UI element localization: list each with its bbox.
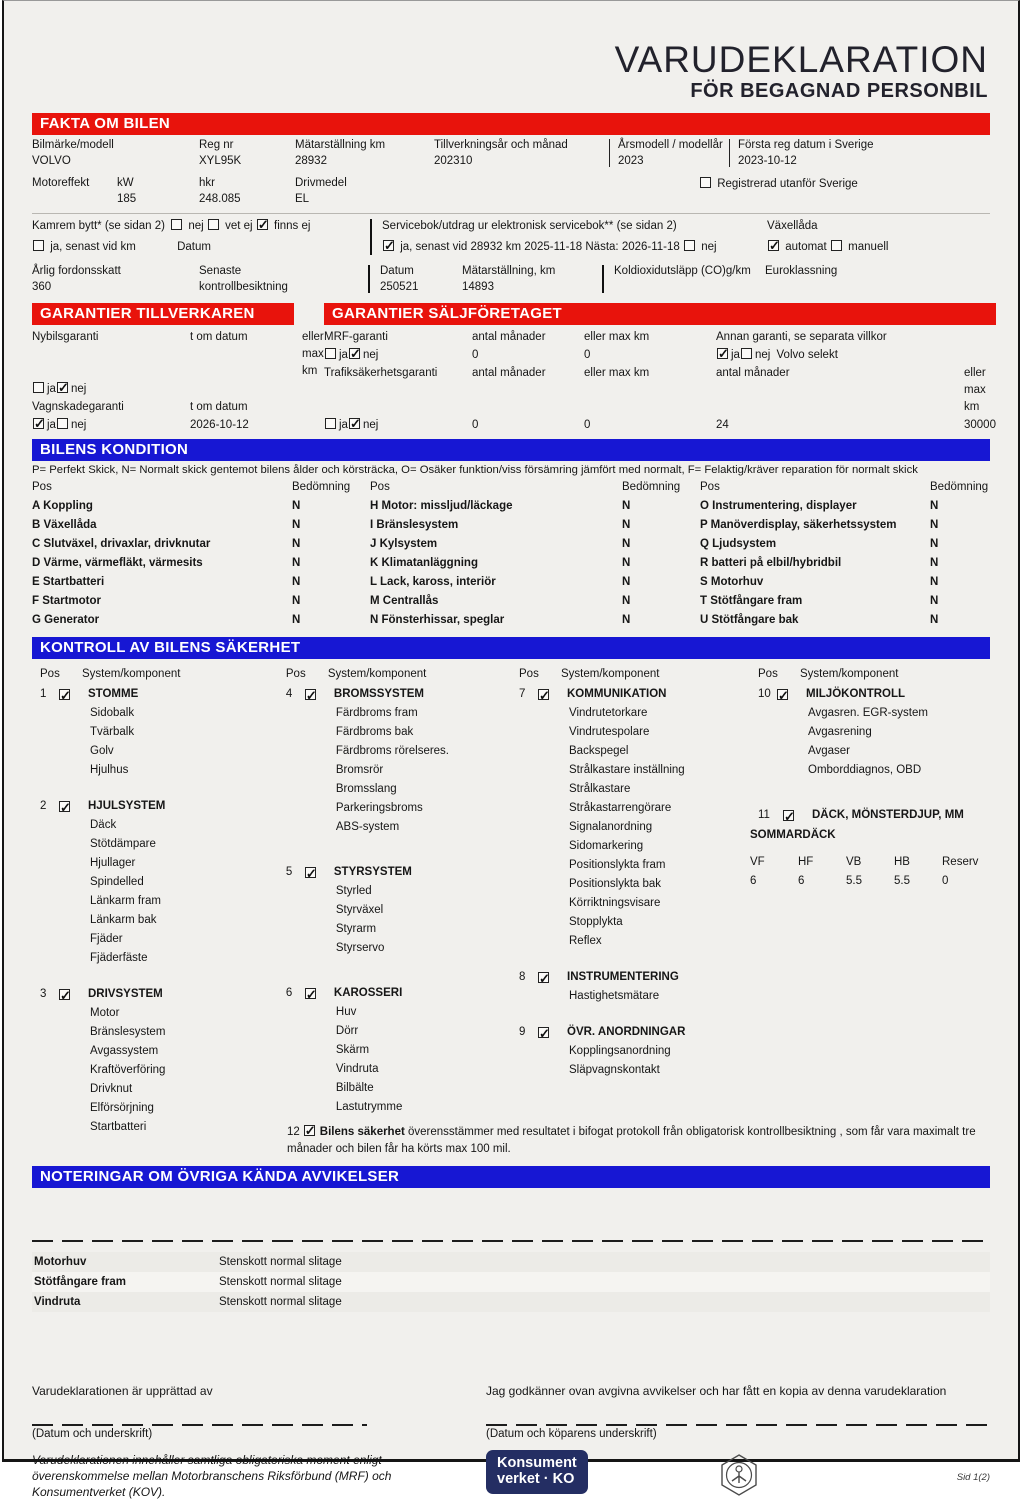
safety-group-miljokontroll [750, 685, 990, 780]
note-row: Motorhuv Stenskott normal slitage [32, 1252, 990, 1272]
legal-text: Varudeklarationen innehåller samtliga obligatoriska moment enligt överenskommelse mellan Motorbranschens Riksförbund (MRF) och Konsumentverket (KOV). [32, 1453, 392, 1500]
mrf-maxkm-label: eller max km [584, 331, 650, 344]
safety-group-styrsystem [278, 863, 511, 958]
firstreg-value: 2023-10-12 [738, 155, 797, 167]
pos-header: Pos [32, 481, 52, 494]
component-item: Strålkastare [569, 783, 631, 796]
mrf-emblem-icon [716, 1452, 762, 1503]
kamrem-finnsej-label: finns ej [274, 220, 311, 232]
component-item: Fjäder [90, 933, 123, 946]
group-number: 5 [285, 866, 293, 879]
group-number: 6 [285, 987, 293, 1000]
component-item: Färdbroms fram [335, 707, 418, 720]
component-item: Parkeringsbroms [335, 802, 423, 815]
component-item: Sidobalk [90, 707, 135, 720]
inspection-date-label: Datum [380, 265, 414, 278]
group-title: HJULSYSTEM [88, 800, 166, 813]
document-title: VARUDEKLARATION [614, 39, 988, 80]
group-number: 2 [40, 800, 47, 813]
odometer-value: 28932 [295, 155, 327, 167]
vagnskade-ja-checkbox[interactable] [33, 418, 44, 429]
condition-row: I Bränslesystem N [370, 519, 631, 532]
group-title: KAROSSERI [333, 987, 403, 1000]
reg-abroad-field [699, 177, 858, 193]
section-header-facts: FAKTA OM BILEN [32, 113, 990, 135]
condition-row: A Koppling N [32, 500, 301, 513]
component-item: Reflex [569, 935, 602, 948]
trafik-label: Trafiksäkerhetsgaranti [324, 367, 438, 380]
condition-row: K Klimatanläggning N [370, 557, 631, 570]
condition-rows [370, 497, 700, 630]
facts-row-4 [32, 261, 990, 299]
tax-label: Årlig fordonsskatt [32, 265, 121, 278]
document-subtitle: FÖR BEGAGNAD PERSONBIL [690, 80, 988, 102]
pos-header: Pos [370, 481, 390, 494]
pos-header: Pos [285, 668, 306, 681]
safety-group-bromssystem [278, 685, 511, 837]
ja-label: ja [339, 349, 348, 362]
kw-value: 185 [117, 193, 137, 205]
kamrem-finnsej-checkbox[interactable] [257, 219, 268, 230]
hp-label: hkr [199, 177, 215, 189]
component-item: Färdbroms rörelseres. [335, 745, 450, 758]
condition-row: N Fönsterhissar, speglar N [370, 614, 631, 627]
fuel-label: Drivmedel [295, 177, 347, 189]
nej-label: nej [362, 349, 379, 362]
group-number: 11 [758, 809, 770, 822]
prepared-by-label: Varudeklarationen är upprättad av [32, 1384, 213, 1399]
condition-row: F Startmotor N [32, 595, 301, 608]
group-number: 8 [519, 971, 526, 984]
mrf-ja-checkbox[interactable] [325, 348, 336, 359]
component-item: Elförsörjning [90, 1102, 154, 1115]
component-item: Släpvagnskontakt [569, 1064, 660, 1077]
group-checkbox[interactable] [538, 1027, 549, 1038]
component-item: Avgasrening [808, 726, 872, 739]
group-checkbox[interactable] [538, 689, 549, 700]
section-header-notes: NOTERINGAR OM ÖVRIGA KÄNDA AVVIKELSER [32, 1166, 990, 1188]
component-item: Körriktningsvisare [569, 897, 661, 910]
safety-group-stomme [32, 685, 278, 780]
nybil-tom-label: t om datum [190, 331, 248, 344]
system-header: System/komponent [327, 668, 427, 681]
group-number: 10 [758, 688, 771, 701]
gearbox-automat-checkbox[interactable] [768, 240, 779, 251]
trafik-ja-checkbox[interactable] [325, 418, 336, 429]
condition-row: L Lack, kaross, interiör N [370, 576, 631, 589]
inspection-odo-value: 14893 [462, 281, 494, 294]
safety-col-1 [32, 665, 278, 1154]
kw-label: kW [117, 177, 134, 189]
servicebook-nej-checkbox[interactable] [684, 240, 695, 251]
power-label: Motoreffekt [32, 177, 90, 189]
kamrem-ja-checkbox[interactable] [33, 240, 44, 251]
component-item: Hastighetsmätare [569, 990, 660, 1003]
annan-label: Annan garanti, se separata villkor [716, 331, 887, 344]
ja-label: ja [339, 419, 348, 432]
section-header-condition: BILENS KONDITION [32, 439, 990, 461]
modelyear-value: 2023 [618, 155, 644, 167]
safety-group-ovr-anordningar [511, 1023, 750, 1080]
group-title: INSTRUMENTERING [567, 971, 679, 984]
annan-ja-checkbox[interactable] [717, 348, 728, 359]
safety-group-kommunikation [511, 685, 750, 951]
facts-row-3 [32, 213, 990, 261]
mrf-months-value: 0 [472, 349, 479, 362]
condition-row: P Manöverdisplay, säkerhetssystem N [700, 519, 939, 532]
safety-group-dack [750, 806, 990, 891]
section-header-warranty-seller: GARANTIER SÄLJFÖRETAGET [324, 303, 996, 325]
component-item: Hjullager [90, 857, 136, 870]
facts-row-1 [32, 135, 990, 173]
euro-label: Euroklassning [765, 265, 838, 278]
nej-label: nej [362, 419, 379, 432]
servicebook-ja-label: ja, senast vid 28932 km 2025-11-18 Nästa: 2026-11-18 [400, 240, 680, 253]
system-header: System/komponent [561, 668, 660, 681]
group-checkbox[interactable] [59, 989, 70, 1000]
kamrem-vetej-checkbox[interactable] [208, 219, 219, 230]
condition-row: E Startbatteri N [32, 576, 301, 589]
condition-col-2 [370, 478, 700, 630]
group-number: 1 [40, 688, 47, 701]
component-item: Positionslykta fram [569, 859, 666, 872]
group-checkbox[interactable] [305, 689, 316, 700]
safety-col-3 [511, 665, 750, 1154]
seller-signature-line [32, 1424, 367, 1426]
mrf-nej-checkbox[interactable] [349, 348, 360, 359]
nybil-maxkm-label: eller max km [302, 331, 324, 378]
section-header-safety: KONTROLL AV BILENS SÄKERHET [32, 637, 990, 659]
condition-row: H Motor: missljud/läckage N [370, 500, 631, 513]
note-text: överensstämmer med resultatet i bifogat protokoll från obligatorisk kontrollbesiktning , som får vara maximalt tre månader och bilen får ha körts max 100 mil. [287, 1126, 976, 1156]
component-item: Kraftöverföring [90, 1064, 166, 1077]
component-item: Stopplykta [569, 916, 623, 929]
tax-value: 360 [32, 281, 52, 294]
reg-abroad-label: Registrerad utanför Sverige [717, 178, 858, 190]
vagnskade-tom-label: t om datum [190, 401, 248, 414]
brand-value: VOLVO [32, 155, 71, 167]
ja-label: ja [47, 419, 56, 432]
vagnskade-label: Vagnskadegaranti [32, 401, 124, 414]
nej-label: nej [70, 419, 87, 432]
condition-row: D Värme, värmefläkt, värmesits N [32, 557, 301, 570]
system-header: System/komponent [82, 668, 181, 681]
group-title: DÄCK, MÖNSTERDJUP, MM [812, 809, 964, 822]
component-item: Signalanordning [569, 821, 653, 834]
component-item: ABS-system [335, 821, 400, 834]
group-title: DRIVSYSTEM [88, 988, 163, 1001]
group-number: 7 [519, 688, 526, 701]
group-checkbox[interactable] [59, 801, 70, 812]
inspection-label-line2: kontrollbesiktning [199, 281, 288, 294]
condition-legend: P= Perfekt Skick, N= Normalt skick gentemot bilens ålder och körsträcka, O= Osäker funktion/viss försämring jämfört med normalt, F= Felaktig/kräver reparation för normalt skick [32, 464, 918, 477]
component-item: Stråkastarrengörare [569, 802, 672, 815]
kamrem-vetej-label: vet ej [225, 220, 253, 232]
condition-row: U Stötfångare bak N [700, 614, 939, 627]
inspection-label-line1: Senaste [199, 265, 242, 278]
hp-value: 248.085 [199, 193, 241, 205]
tyre-cell: HF 6 [798, 856, 814, 888]
mrf-maxkm-value: 0 [584, 349, 591, 362]
inspection-date-value: 250521 [380, 281, 419, 294]
note-row: Vindruta Stenskott normal slitage [32, 1292, 990, 1312]
ja-label: ja [47, 383, 56, 396]
kamrem-nej-checkbox[interactable] [171, 219, 182, 230]
annan-maxkm-label: eller max km [964, 367, 986, 414]
safety-table [32, 659, 990, 1154]
reg-label: Reg nr [199, 139, 234, 151]
group-number: 3 [40, 988, 47, 1001]
firstreg-label: Första reg datum i Sverige [738, 139, 874, 151]
condition-row: O Instrumentering, displayer N [700, 500, 939, 513]
document-title-block [32, 1, 990, 113]
condition-col-1 [32, 478, 370, 630]
nybil-ja-checkbox[interactable] [33, 382, 44, 393]
annan-nej-checkbox[interactable] [741, 348, 752, 359]
facts-row-2 [32, 173, 990, 211]
safety-group-drivsystem [32, 985, 278, 1137]
component-item: Kopplingsanordning [569, 1045, 671, 1058]
trafik-months-label: antal månader [472, 367, 546, 380]
note-bold-text: Bilens säkerhet [319, 1126, 405, 1139]
condition-row: G Generator N [32, 614, 301, 627]
group-title: STOMME [88, 688, 139, 701]
tyre-depth-table [750, 853, 990, 891]
trafik-maxkm-label: eller max km [584, 367, 650, 380]
component-item: Sidomarkering [569, 840, 644, 853]
vagnskade-tom-value: 2026-10-12 [190, 419, 249, 432]
component-item: Huv [335, 1006, 357, 1019]
reg-abroad-checkbox[interactable] [700, 177, 711, 188]
gearbox-manuell-label: manuell [848, 240, 889, 253]
component-item: Stötdämpare [90, 838, 156, 851]
component-item: Dörr [335, 1025, 359, 1038]
pos-header: Pos [700, 481, 720, 494]
condition-row: Q Ljudsystem N [700, 538, 939, 551]
mrf-label: MRF-garanti [324, 331, 388, 344]
servicebook-nej-label: nej [701, 240, 717, 253]
buyer-signature-caption: (Datum och köparens underskrift) [486, 1428, 657, 1441]
condition-row: S Motorhuv N [700, 576, 939, 589]
grade-header: Bedömning [292, 481, 351, 494]
component-item: Bromsrör [335, 764, 384, 777]
buyer-approval-label: Jag godkänner ovan avgivna avvikelser och har fått en kopia av denna varudeklaration [486, 1384, 947, 1399]
safety-group-instrumentering [511, 968, 750, 1006]
nej-label: nej [754, 349, 771, 362]
annan-name: Volvo selekt [776, 349, 838, 362]
signature-footer [32, 1384, 990, 1503]
mrf-months-label: antal månader [472, 331, 546, 344]
safety-group-hjulsystem [32, 797, 278, 968]
form-page [2, 0, 1020, 1500]
trafik-months-value: 0 [472, 419, 479, 432]
tyre-cell: VB 5.5 [846, 856, 862, 888]
grade-header: Bedömning [622, 481, 681, 494]
inspection-odo-label: Mätarställning, km [462, 265, 556, 278]
group-title: BROMSSYSTEM [333, 688, 424, 701]
condition-row: M Centrallås N [370, 595, 631, 608]
konsumentverket-logo: Konsument verket · KO [486, 1450, 588, 1493]
modelyear-label: Årsmodell / modellår [618, 139, 723, 151]
group-title: MILJÖKONTROLL [806, 688, 906, 701]
component-item: Bromsslang [335, 783, 397, 796]
nybil-label: Nybilsgaranti [32, 331, 99, 344]
component-item: Backspegel [569, 745, 629, 758]
warranty-seller [324, 303, 996, 434]
vagnskade-nej-checkbox[interactable] [57, 418, 68, 429]
tyre-season-label: SOMMARDÄCK [750, 829, 836, 842]
component-item: Vindrutetorkare [569, 707, 648, 720]
tyre-cell: VF 6 [750, 856, 765, 888]
kamrem-nej-label: nej [188, 220, 204, 232]
notes-blank-area [32, 1188, 990, 1240]
component-item: Motor [90, 1007, 120, 1020]
group-checkbox[interactable] [59, 689, 70, 700]
component-item: Bränslesystem [90, 1026, 166, 1039]
pos-header: Pos [519, 668, 539, 681]
tyre-cell: HB 5.5 [894, 856, 910, 888]
component-item: Drivknut [90, 1083, 133, 1096]
component-item: Omborddiagnos, OBD [808, 764, 922, 777]
component-item: Startbatteri [90, 1121, 147, 1134]
component-item: Positionslykta bak [569, 878, 662, 891]
page-number: Sid 1(2) [956, 1472, 990, 1484]
safety-col-2 [278, 665, 511, 1154]
component-item: Styrväxel [335, 904, 384, 917]
component-item: Länkarm fram [90, 895, 161, 908]
ja-label: ja [731, 349, 740, 362]
warranties-section [32, 303, 996, 434]
group-checkbox[interactable] [538, 972, 549, 983]
group-title: ÖVR. ANORDNINGAR [567, 1026, 686, 1039]
manufacture-value: 202310 [434, 155, 473, 167]
component-item: Länkarm bak [90, 914, 157, 927]
gearbox-manuell-checkbox[interactable] [831, 240, 842, 251]
component-item: Fjäderfäste [90, 952, 148, 965]
gearbox-automat-label: automat [785, 240, 827, 253]
nybil-nej-checkbox[interactable] [57, 382, 68, 393]
condition-row: T Stötfångare fram N [700, 595, 939, 608]
grade-header: Bedömning [930, 481, 989, 494]
seller-signature-caption: (Datum och underskrift) [32, 1428, 153, 1441]
notes-divider [32, 1240, 990, 1242]
annan-maxkm-value: 30000 [964, 419, 996, 432]
buyer-signature-line [486, 1424, 990, 1426]
group-title: STYRSYSTEM [333, 866, 412, 879]
kamrem-label: Kamrem bytt* (se sidan 2) [32, 220, 165, 232]
section-header-warranty-mfr: GARANTIER TILLVERKAREN [32, 303, 294, 325]
nej-label: nej [70, 383, 87, 396]
group-checkbox[interactable] [783, 810, 794, 821]
note-row: Stötfångare fram Stenskott normal slitage [32, 1272, 990, 1292]
warranty-manufacturer [32, 303, 324, 434]
pos-header: Pos [758, 668, 778, 681]
condition-table [32, 478, 990, 630]
component-item: Tvärbalk [90, 726, 135, 739]
condition-row: C Slutväxel, drivaxlar, drivknutar N [32, 538, 301, 551]
group-checkbox[interactable] [305, 988, 316, 999]
safety-col-4 [750, 665, 990, 1154]
condition-row: R batteri på elbil/hybridbil N [700, 557, 939, 570]
pos-header: Pos [40, 668, 60, 681]
gearbox-label: Växellåda [767, 220, 818, 232]
component-item: Spindelled [90, 876, 144, 889]
manufacture-label: Tillverkningsår och månad [434, 139, 568, 151]
co2-label: Koldioxidutsläpp (CO)g/km [614, 265, 751, 278]
brand-label: Bilmärke/modell [32, 139, 114, 151]
component-item: Lastutrymme [335, 1101, 403, 1114]
group-number: 4 [285, 688, 293, 701]
component-item: Däck [90, 819, 117, 832]
condition-row: B Växellåda N [32, 519, 301, 532]
component-item: Färdbroms bak [335, 726, 414, 739]
component-item: Skärm [335, 1044, 370, 1057]
condition-rows [700, 497, 990, 630]
annan-months-value: 24 [716, 419, 729, 432]
component-item: Styrled [335, 885, 372, 898]
component-item: Styrservo [335, 942, 385, 955]
system-header: System/komponent [800, 668, 899, 681]
kamrem-ja-label: ja, senast vid km [50, 240, 136, 253]
trafik-maxkm-value: 0 [584, 419, 591, 432]
component-item: Strålkastare inställning [569, 764, 685, 777]
servicebook-label: Servicebok/utdrag ur elektronisk servicebok** (se sidan 2) [382, 220, 677, 232]
component-item: Golv [90, 745, 114, 758]
component-item: Avgasren. EGR-system [808, 707, 928, 720]
notes-rows [32, 1252, 990, 1312]
group-checkbox[interactable] [777, 689, 788, 700]
annan-months-label: antal månader [716, 367, 790, 380]
component-item: Styrarm [335, 923, 377, 936]
component-item: Vindrutespolare [569, 726, 650, 739]
tyre-cell: Reserv 0 [942, 856, 979, 888]
component-item: Avgaser [808, 745, 850, 758]
condition-row: J Kylsystem N [370, 538, 631, 551]
note-checkbox[interactable] [304, 1125, 315, 1136]
note-number: 12 [287, 1126, 300, 1139]
reg-value: XYL95K [199, 155, 242, 167]
component-item: Avgassystem [90, 1045, 159, 1058]
group-title: KOMMUNIKATION [567, 688, 667, 701]
component-item: Vindruta [335, 1063, 379, 1076]
kamrem-datum-label: Datum [177, 240, 211, 253]
component-item: Bilbälte [335, 1082, 374, 1095]
group-checkbox[interactable] [305, 867, 316, 878]
component-item: Hjulhus [90, 764, 129, 777]
fuel-value: EL [295, 193, 310, 205]
odometer-label: Mätarställning km [295, 139, 386, 151]
safety-group-karosseri [278, 984, 511, 1117]
trafik-nej-checkbox[interactable] [349, 418, 360, 429]
group-number: 9 [519, 1026, 526, 1039]
condition-col-3 [700, 478, 990, 630]
condition-rows [32, 497, 370, 630]
servicebook-ja-checkbox[interactable] [383, 240, 394, 251]
